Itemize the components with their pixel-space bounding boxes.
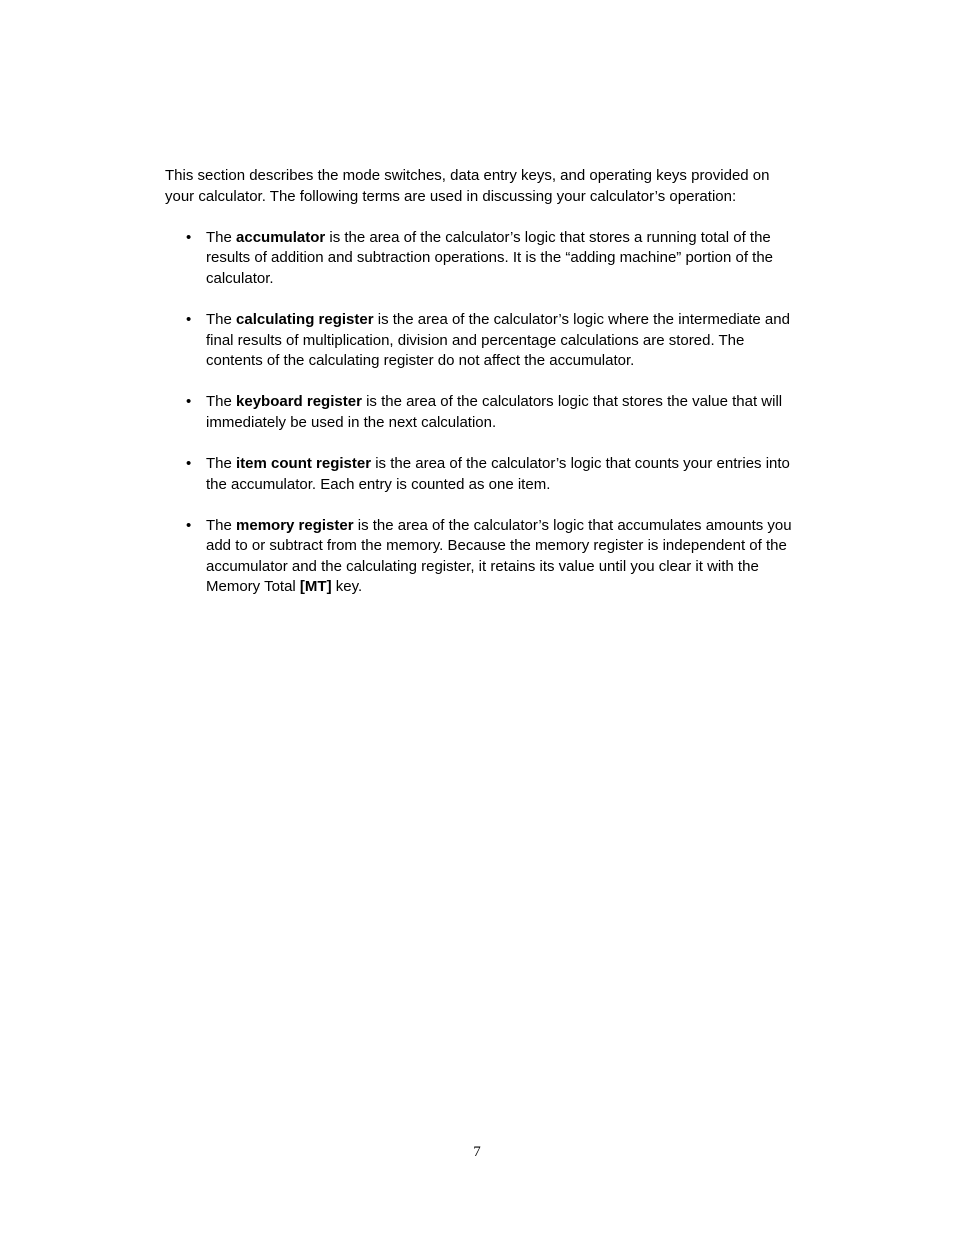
intro-paragraph: This section describes the mode switches, data entry keys, and operating keys provided on your calculator. The following terms are used in discussing your calculator’s operation: <box>165 167 770 205</box>
item-prefix: The <box>206 310 237 328</box>
item-prefix: The <box>206 516 237 534</box>
bullet-icon: • <box>186 516 192 534</box>
term-description: is the area of the calculator’s logic where the intermediate and final results of multiplication, division and percentage calculations are stored. The contents of the calculating register do not affect the accumulator. <box>206 310 790 370</box>
list-item-calculating-register <box>165 310 797 372</box>
item-prefix: The <box>206 393 237 411</box>
term-list <box>165 228 797 598</box>
page-content <box>165 166 797 619</box>
key-label: [MT] <box>299 578 332 596</box>
term-suffix: key. <box>331 578 363 596</box>
bullet-icon: • <box>186 310 192 328</box>
list-item-memory-register <box>165 516 797 598</box>
list-item-accumulator <box>165 228 797 290</box>
term-description: is the area of the calculator’s logic that accumulates amounts you add to or subtract from the memory. Because the memory register is independent of the accumulator and the calculating register, it retains its value until you clear it with the Memory Total <box>206 516 792 596</box>
list-item-item-count-register <box>165 454 797 495</box>
term-description: is the area of the calculator’s logic that counts your entries into the accumulator. Each entry is counted as one item. <box>206 454 790 493</box>
term-name: accumulator <box>236 228 326 246</box>
item-prefix: The <box>206 228 237 246</box>
list-item-keyboard-register <box>165 392 797 433</box>
bullet-icon: • <box>186 454 192 472</box>
term-name: keyboard register <box>236 393 362 411</box>
term-name: calculating register <box>236 310 374 328</box>
item-prefix: The <box>206 454 237 472</box>
term-name: memory register <box>236 516 354 534</box>
bullet-icon: • <box>186 228 192 246</box>
term-name: item count register <box>236 454 372 472</box>
term-description: is the area of the calculator’s logic that stores a running total of the results of addition and subtraction operations. It is the “adding machine” portion of the calculator. <box>206 228 774 287</box>
term-description: is the area of the calculators logic that stores the value that will immediately be used in the next calculation. <box>206 393 783 431</box>
page-number: 7 <box>473 1144 481 1160</box>
bullet-icon: • <box>186 393 192 411</box>
